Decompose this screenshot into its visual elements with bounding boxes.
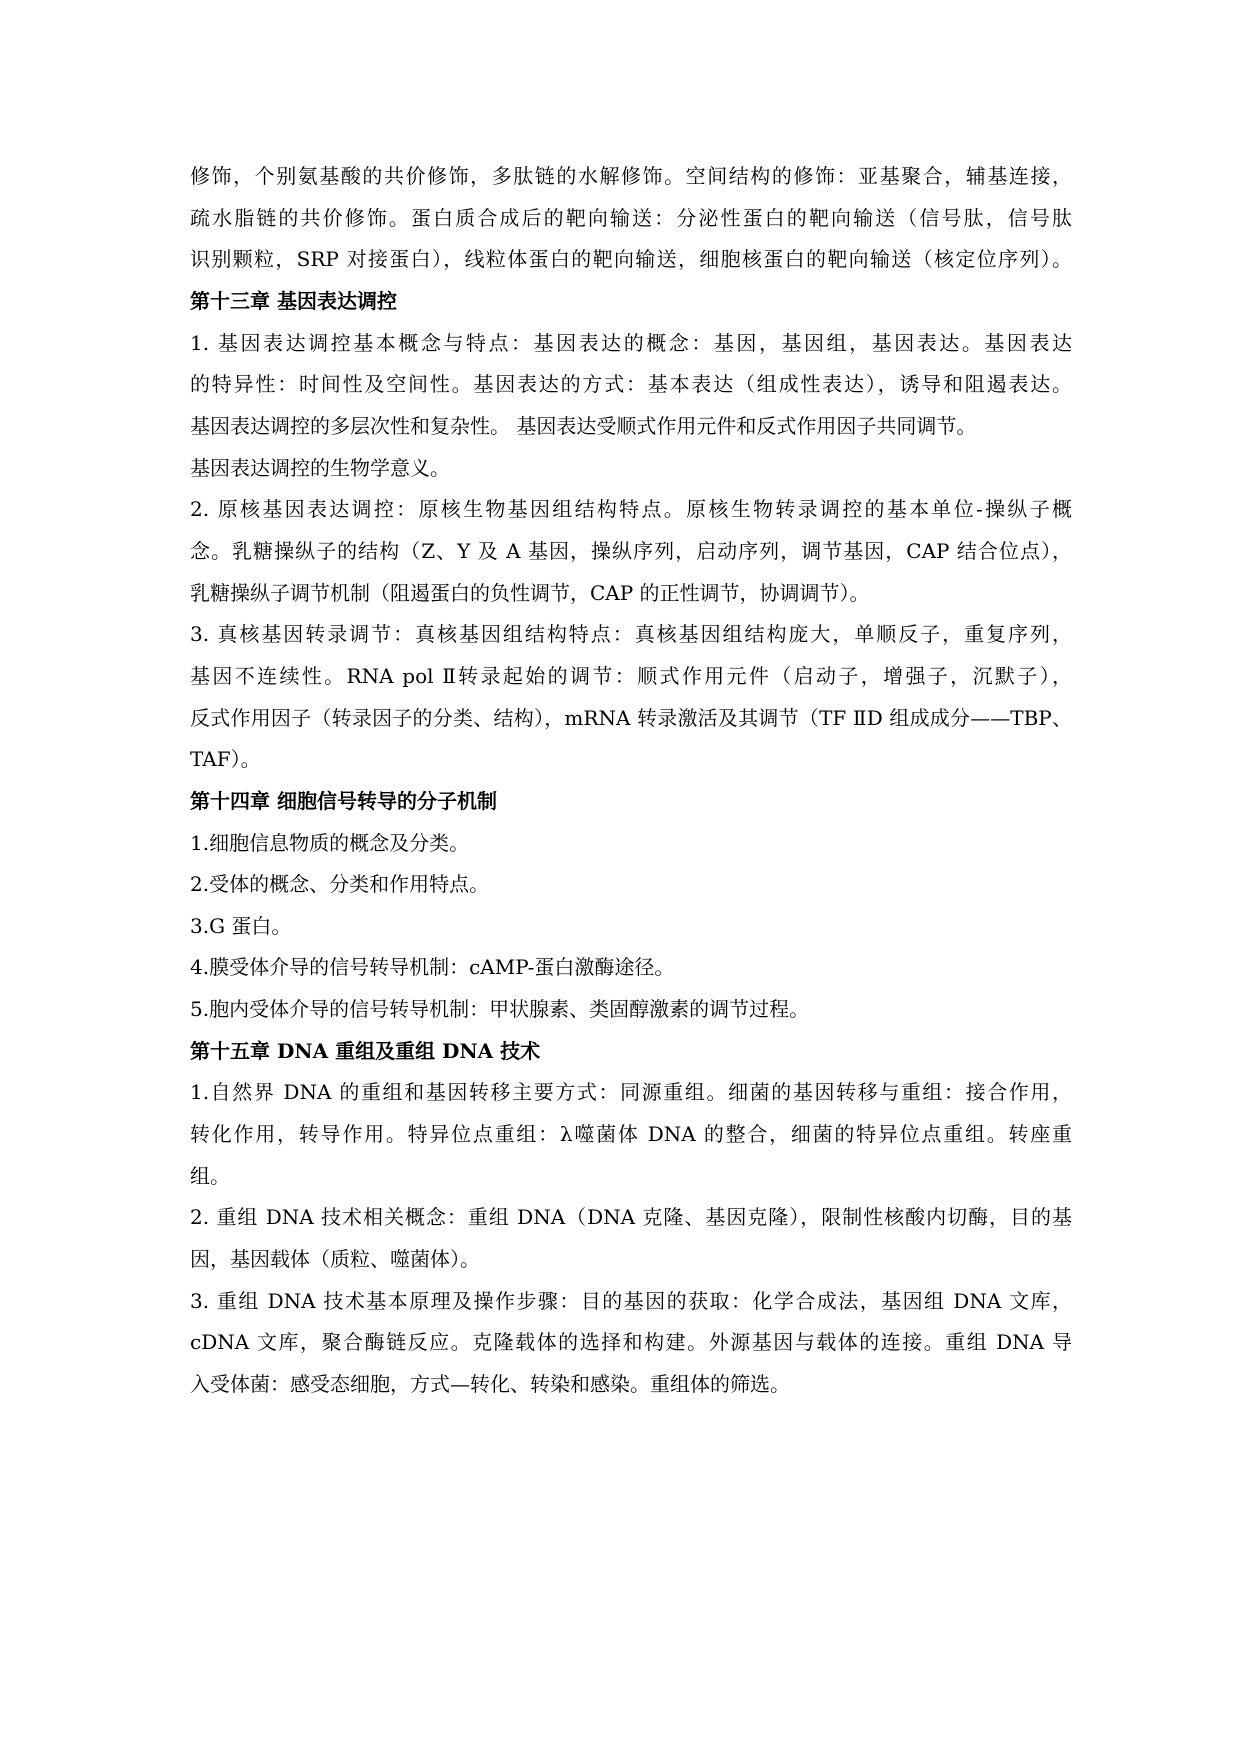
paragraph-line: 疏水脂链的共价修饰。蛋白质合成后的靶向输送：分泌性蛋白的靶向输送（信号肽，信号肽 [190,205,1072,230]
paragraph-line: TAF）。 [190,747,261,772]
chapter-heading: 第十五章 DNA 重组及重组 DNA 技术 [190,1038,541,1063]
paragraph-line: 修饰，个别氨基酸的共价修饰，多肽链的水解修饰。空间结构的修饰：亚基聚合，辅基连接， [190,164,1072,188]
paragraph-line: cDNA 文库，聚合酶链反应。克隆载体的选择和构建。外源基因与载体的连接。重组 DNA 导 [190,1330,1072,1355]
paragraph-line: 3. 重组 DNA 技术基本原理及操作步骤：目的基因的获取：化学合成法，基因组 DNA 文库， [190,1288,1072,1313]
paragraph-line: 念。乳糖操纵子的结构（Z、Y 及 A 基因，操纵序列，启动序列，调节基因，CAP 结合位点）， [190,538,1072,563]
paragraph-line: 1. 基因表达调控基本概念与特点：基因表达的概念：基因，基因组，基因表达。基因表达 [190,330,1072,355]
paragraph-line: 基因不连续性。RNA pol Ⅱ转录起始的调节：顺式作用元件（启动子，增强子，沉默子）， [190,663,1072,688]
paragraph-line: 入受体菌：感受态细胞，方式—转化、转染和感染。重组体的筛选。 [190,1372,790,1397]
paragraph-line: 1.自然界 DNA 的重组和基因转移主要方式：同源重组。细菌的基因转移与重组：接合作用， [190,1080,1072,1105]
chapter-item [190,1072,1072,1197]
list-item: 4.膜受体介导的信号转导机制：cAMP-蛋白激酶途径。 [190,955,675,980]
paragraph-line: 的特异性：时间性及空间性。基因表达的方式：基本表达（组成性表达），诱导和阻遏表达。 [190,372,1072,397]
chapter-item [190,323,1072,490]
list-item: 3.G 蛋白。 [190,913,292,938]
chapter-item [190,489,1072,614]
chapter-heading: 第十四章 细胞信号转导的分子机制 [190,788,497,813]
paragraph-line: 组。 [190,1163,230,1188]
paragraph-line: 基因表达调控的多层次性和复杂性。 基因表达受顺式作用元件和反式作用因子共同调节。 [190,413,977,438]
chapter-item [190,1197,1072,1280]
paragraph-line: 3. 真核基因转录调节：真核基因组结构特点：真核基因组结构庞大，单顺反子，重复序列， [190,622,1072,647]
paragraph-line: 2. 重组 DNA 技术相关概念：重组 DNA（DNA 克隆、基因克隆），限制性核酸内切酶，目的基 [190,1205,1072,1230]
chapter-15 [190,1031,1072,1406]
chapter-13 [190,281,1072,781]
paragraph-line: 反式作用因子（转录因子的分类、结构），mRNA 转录激活及其调节（TF ⅡD 组成成分——TBP、 [190,705,1072,730]
chapter-item [190,1281,1072,1406]
paragraph-line: 因，基因载体（质粒、噬菌体）。 [190,1247,480,1272]
list-item: 1.细胞信息物质的概念及分类。 [190,830,470,855]
paragraph-line: 2. 原核基因表达调控：原核生物基因组结构特点。原核生物转录调控的基本单位-操纵子概 [190,497,1072,522]
chapter-heading: 第十三章 基因表达调控 [190,288,397,313]
paragraph-line: 乳糖操纵子调节机制（阻遏蛋白的负性调节，CAP 的正性调节，协调调节）。 [190,580,870,605]
list-item: 5.胞内受体介导的信号转导机制：甲状腺素、类固醇激素的调节过程。 [190,997,810,1022]
intro-paragraph [190,156,1072,281]
paragraph-line: 基因表达调控的生物学意义。 [190,455,450,480]
chapter-14 [190,781,1072,1031]
list-item: 2.受体的概念、分类和作用特点。 [190,872,490,897]
paragraph-line: 转化作用，转导作用。特异位点重组：λ噬菌体 DNA 的整合，细菌的特异位点重组。转座重 [190,1122,1072,1147]
document-body [190,156,1072,1406]
chapter-item [190,614,1072,781]
paragraph-line: 识别颗粒，SRP 对接蛋白），线粒体蛋白的靶向输送，细胞核蛋白的靶向输送（核定位序列）。 [190,247,1072,272]
